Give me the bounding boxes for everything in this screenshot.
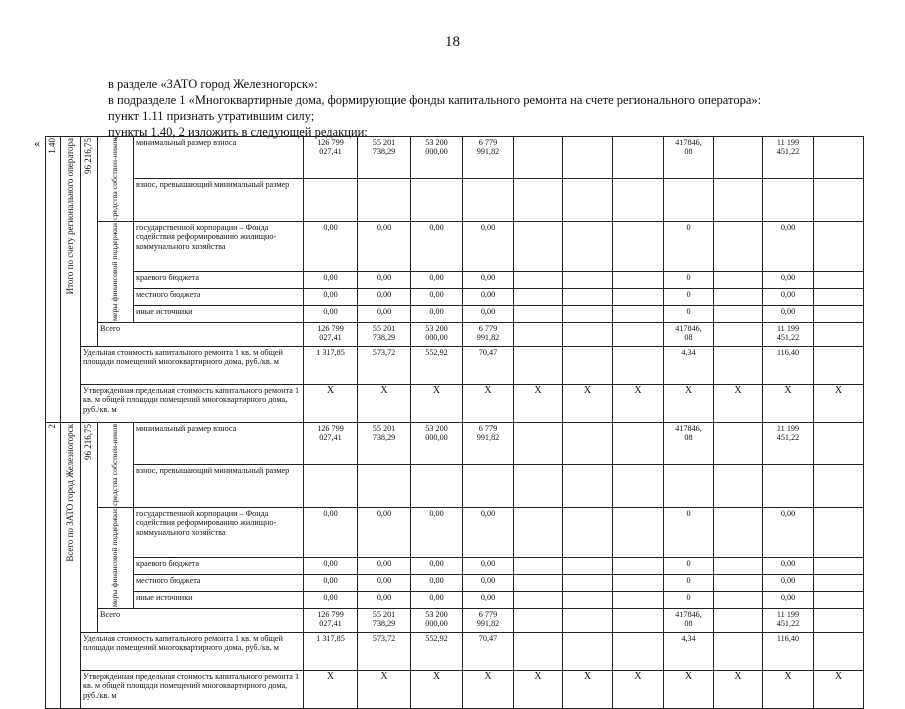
value-cell (613, 557, 664, 574)
value-cell: 552,92 (411, 632, 463, 670)
value-cell: 55 201 738,29 (358, 137, 411, 179)
table-row (46, 464, 864, 507)
value-cell (563, 288, 613, 305)
value-cell (514, 507, 563, 557)
value-cell (613, 464, 664, 507)
table-row (46, 288, 864, 305)
value-cell (814, 346, 864, 384)
value-cell: 0,00 (411, 271, 463, 288)
intro-line-1: в разделе «ЗАТО город Железногорск»: (108, 77, 318, 91)
value-cell (814, 557, 864, 574)
value-cell (714, 322, 763, 346)
financial-support-label: меры финансовой поддержки (110, 508, 120, 607)
value-cell (563, 422, 613, 464)
row-label-limit_cost: Утвержденная предельная стоимость капитального ремонта 1 кв. м общей площади помещений многоквартирного дома, руб./кв. м (81, 384, 304, 422)
value-cell (714, 507, 763, 557)
value-cell: X (304, 670, 358, 708)
value-cell: 53 200 000,00 (411, 608, 463, 632)
financial-support-cell (98, 221, 134, 322)
value-cell: 70,47 (463, 632, 514, 670)
value-cell (814, 464, 864, 507)
row-label-local: местного бюджета (134, 288, 304, 305)
value-cell (514, 137, 563, 179)
value-cell: 6 779 991,82 (463, 608, 514, 632)
value-cell: 11 199 451,22 (763, 322, 814, 346)
value-cell: 0,00 (358, 288, 411, 305)
value-cell: 11 199 451,22 (763, 608, 814, 632)
owners-funds-label: средства собствен-ников (110, 138, 120, 220)
value-cell: X (814, 384, 864, 422)
row-label-regional: краевого бюджета (134, 271, 304, 288)
value-cell: 53 200 000,00 (411, 422, 463, 464)
value-cell: X (514, 670, 563, 708)
table-row (46, 632, 864, 670)
total-area: 96 216,75 (83, 423, 94, 460)
table-row (46, 178, 864, 221)
value-cell (613, 305, 664, 322)
value-cell: 0,00 (304, 507, 358, 557)
value-cell (814, 178, 864, 221)
value-cell: X (763, 384, 814, 422)
value-cell: 4,34 (664, 346, 714, 384)
value-cell: 0,00 (463, 591, 514, 608)
value-cell: 0 (664, 574, 714, 591)
value-cell: 0,00 (358, 271, 411, 288)
value-cell (514, 464, 563, 507)
value-cell (358, 178, 411, 221)
value-cell: 0,00 (463, 507, 514, 557)
value-cell (514, 322, 563, 346)
value-cell (714, 591, 763, 608)
value-cell (563, 591, 613, 608)
value-cell (463, 178, 514, 221)
value-cell: 0,00 (304, 574, 358, 591)
value-cell (514, 422, 563, 464)
value-cell: 0,00 (304, 288, 358, 305)
value-cell: 0,00 (358, 305, 411, 322)
area-cell (81, 137, 98, 347)
value-cell (514, 305, 563, 322)
value-cell: X (563, 384, 613, 422)
value-cell: 55 201 738,29 (358, 608, 411, 632)
value-cell (714, 221, 763, 271)
address-cell (61, 137, 81, 423)
value-cell: 4,34 (664, 632, 714, 670)
value-cell: 0 (664, 591, 714, 608)
value-cell (814, 591, 864, 608)
value-cell (563, 557, 613, 574)
intro-line-2: в подразделе 1 «Многоквартирные дома, формирующие фонды капитального ремонта на счете регионального оператора»: (108, 93, 762, 107)
table-row (46, 608, 864, 632)
value-cell (714, 557, 763, 574)
value-cell (304, 464, 358, 507)
value-cell (664, 464, 714, 507)
value-cell (563, 137, 613, 179)
value-cell (814, 322, 864, 346)
value-cell (814, 507, 864, 557)
value-cell: X (763, 670, 814, 708)
value-cell: 0,00 (463, 574, 514, 591)
value-cell: 0,00 (763, 271, 814, 288)
value-cell: 126 799 027,41 (304, 608, 358, 632)
value-cell (814, 422, 864, 464)
value-cell (714, 422, 763, 464)
value-cell: 11 199 451,22 (763, 137, 814, 179)
capital-repair-table (45, 136, 864, 709)
value-cell: X (664, 384, 714, 422)
value-cell: 116,40 (763, 632, 814, 670)
row-label-total: Всего (98, 608, 304, 632)
value-cell (714, 346, 763, 384)
value-cell: X (411, 670, 463, 708)
value-cell (814, 271, 864, 288)
value-cell (714, 608, 763, 632)
value-cell (514, 288, 563, 305)
value-cell (613, 632, 664, 670)
table-row (46, 137, 864, 179)
value-cell: 0,00 (304, 305, 358, 322)
value-cell (613, 221, 664, 271)
value-cell (563, 632, 613, 670)
table-row (46, 346, 864, 384)
value-cell (763, 178, 814, 221)
value-cell: 0,00 (763, 221, 814, 271)
value-cell (411, 464, 463, 507)
value-cell (714, 632, 763, 670)
page-number: 18 (445, 34, 460, 50)
value-cell: X (411, 384, 463, 422)
value-cell (814, 608, 864, 632)
value-cell: 11 199 451,22 (763, 422, 814, 464)
value-cell (714, 178, 763, 221)
value-cell: 53 200 000,00 (411, 322, 463, 346)
table-row (46, 670, 864, 708)
value-cell: 0,00 (463, 305, 514, 322)
row-label-state_corp: государственной корпорации – Фонда содействия реформированию жилищно-коммунального хозяйства (134, 221, 304, 271)
table-row (46, 591, 864, 608)
value-cell (514, 574, 563, 591)
value-cell (563, 464, 613, 507)
total-area: 96 216,75 (83, 138, 94, 174)
row-label-min_contrib: минимальный размер взноса (134, 137, 304, 179)
value-cell: 0,00 (411, 557, 463, 574)
value-cell: 0,00 (411, 574, 463, 591)
table-row (46, 507, 864, 557)
value-cell: 0,00 (304, 271, 358, 288)
value-cell: 0,00 (358, 574, 411, 591)
value-cell (563, 346, 613, 384)
value-cell: 0 (664, 271, 714, 288)
value-cell (358, 464, 411, 507)
intro-text (108, 76, 761, 140)
value-cell (514, 591, 563, 608)
value-cell: X (304, 384, 358, 422)
value-cell: X (463, 670, 514, 708)
row-label-over_min: взнос, превышающий минимальный размер (134, 464, 304, 507)
value-cell (563, 271, 613, 288)
value-cell: 0 (664, 507, 714, 557)
value-cell (714, 137, 763, 179)
value-cell (411, 178, 463, 221)
value-cell (664, 178, 714, 221)
value-cell: 0 (664, 305, 714, 322)
value-cell (814, 288, 864, 305)
value-cell (714, 288, 763, 305)
row-number-cell (46, 422, 61, 708)
owners-funds-cell (98, 422, 134, 507)
row-label-min_contrib: минимальный размер взноса (134, 422, 304, 464)
value-cell: 0 (664, 221, 714, 271)
value-cell (714, 305, 763, 322)
value-cell: 0,00 (411, 288, 463, 305)
value-cell: 0,00 (763, 557, 814, 574)
value-cell: 0 (664, 288, 714, 305)
owners-funds-label: средства собствен-ников (110, 423, 120, 506)
value-cell: X (613, 384, 664, 422)
value-cell (514, 632, 563, 670)
value-cell (613, 346, 664, 384)
value-cell: 70,47 (463, 346, 514, 384)
value-cell: 0,00 (411, 221, 463, 271)
table-row (46, 221, 864, 271)
value-cell: 0,00 (463, 557, 514, 574)
value-cell: 126 799 027,41 (304, 322, 358, 346)
value-cell: 0,00 (463, 271, 514, 288)
intro-line-4: пункты 1.40, 2 изложить в следующей редакции: (108, 125, 368, 139)
owners-funds-cell (98, 137, 134, 222)
value-cell: 0,00 (411, 591, 463, 608)
value-cell: 1 317,85 (304, 346, 358, 384)
value-cell: 552,92 (411, 346, 463, 384)
value-cell (763, 464, 814, 507)
value-cell (714, 464, 763, 507)
value-cell (714, 574, 763, 591)
value-cell: 0,00 (763, 305, 814, 322)
value-cell (563, 322, 613, 346)
value-cell (613, 608, 664, 632)
value-cell (563, 221, 613, 271)
row-label-unit_cost: Удельная стоимость капитального ремонта 1 кв. м общей площади помещений многоквартирного дома, руб./кв. м (81, 346, 304, 384)
value-cell (613, 322, 664, 346)
table-row (46, 557, 864, 574)
table-row (46, 271, 864, 288)
row-label-other: иные источники (134, 591, 304, 608)
value-cell: X (714, 670, 763, 708)
row-label-local: местного бюджета (134, 574, 304, 591)
address-name: Итого по счету регионального оператора (64, 138, 75, 295)
value-cell: X (358, 384, 411, 422)
value-cell (514, 608, 563, 632)
value-cell (814, 632, 864, 670)
value-cell (563, 305, 613, 322)
table-row (46, 305, 864, 322)
value-cell: 55 201 738,29 (358, 322, 411, 346)
value-cell: X (814, 670, 864, 708)
value-cell: 417846, 08 (664, 422, 714, 464)
value-cell: 6 779 991,82 (463, 137, 514, 179)
value-cell (514, 346, 563, 384)
value-cell: 0,00 (304, 591, 358, 608)
value-cell: 126 799 027,41 (304, 422, 358, 464)
value-cell: 417846, 08 (664, 322, 714, 346)
value-cell (613, 574, 664, 591)
value-cell (514, 271, 563, 288)
value-cell (814, 305, 864, 322)
value-cell (613, 288, 664, 305)
opening-quote: « (34, 136, 40, 150)
value-cell: 0,00 (463, 221, 514, 271)
table-row (46, 422, 864, 464)
row-label-state_corp: государственной корпорации – Фонда содействия реформированию жилищно-коммунального хозяйства (134, 507, 304, 557)
value-cell (563, 507, 613, 557)
value-cell: 417846, 08 (664, 608, 714, 632)
row-label-unit_cost: Удельная стоимость капитального ремонта 1 кв. м общей площади помещений многоквартирного дома, руб./кв. м (81, 632, 304, 670)
table-body (46, 137, 864, 709)
value-cell (613, 137, 664, 179)
value-cell: X (714, 384, 763, 422)
value-cell: 0,00 (463, 288, 514, 305)
row-number: 2 (47, 423, 58, 429)
value-cell: 0,00 (763, 507, 814, 557)
value-cell: 0,00 (411, 305, 463, 322)
value-cell: X (563, 670, 613, 708)
value-cell (814, 574, 864, 591)
value-cell (304, 178, 358, 221)
intro-line-3: пункт 1.11 признать утратившим силу; (108, 109, 315, 123)
row-label-over_min: взнос, превышающий минимальный размер (134, 178, 304, 221)
value-cell: 0,00 (358, 507, 411, 557)
value-cell: 0,00 (358, 221, 411, 271)
value-cell: 0,00 (763, 288, 814, 305)
value-cell: 573,72 (358, 346, 411, 384)
value-cell: 0,00 (763, 574, 814, 591)
value-cell (613, 591, 664, 608)
value-cell (814, 221, 864, 271)
value-cell (514, 221, 563, 271)
value-cell (563, 608, 613, 632)
value-cell (514, 178, 563, 221)
table-row (46, 322, 864, 346)
table-row (46, 384, 864, 422)
value-cell: 0,00 (358, 591, 411, 608)
value-cell: 126 799 027,41 (304, 137, 358, 179)
address-cell (61, 422, 81, 708)
value-cell: 6 779 991,82 (463, 422, 514, 464)
value-cell (613, 507, 664, 557)
value-cell (714, 271, 763, 288)
value-cell: 116,40 (763, 346, 814, 384)
value-cell: 1 317,85 (304, 632, 358, 670)
value-cell: 0,00 (304, 557, 358, 574)
value-cell (514, 557, 563, 574)
row-label-limit_cost: Утвержденная предельная стоимость капитального ремонта 1 кв. м общей площади помещений многоквартирного дома, руб./кв. м (81, 670, 304, 708)
financial-support-cell (98, 507, 134, 608)
row-number-cell (46, 137, 61, 423)
value-cell: 0,00 (763, 591, 814, 608)
table-row (46, 574, 864, 591)
value-cell (814, 137, 864, 179)
row-number: 1.40 (47, 138, 58, 154)
value-cell: X (514, 384, 563, 422)
value-cell (563, 178, 613, 221)
value-cell: 0,00 (358, 557, 411, 574)
value-cell (563, 574, 613, 591)
value-cell: 6 779 991,82 (463, 322, 514, 346)
value-cell: 0 (664, 557, 714, 574)
row-label-other: иные источники (134, 305, 304, 322)
value-cell (613, 422, 664, 464)
value-cell: 53 200 000,00 (411, 137, 463, 179)
row-label-total: Всего (98, 322, 304, 346)
value-cell: 55 201 738,29 (358, 422, 411, 464)
row-label-regional: краевого бюджета (134, 557, 304, 574)
financial-support-label: меры финансовой поддержки (110, 222, 120, 321)
value-cell: X (613, 670, 664, 708)
value-cell: 417846, 08 (664, 137, 714, 179)
value-cell: 0,00 (304, 221, 358, 271)
value-cell (613, 178, 664, 221)
value-cell: X (463, 384, 514, 422)
value-cell: X (358, 670, 411, 708)
value-cell: 573,72 (358, 632, 411, 670)
value-cell (463, 464, 514, 507)
value-cell: X (664, 670, 714, 708)
address-name: Всего по ЗАТО город Железногорск (64, 423, 75, 562)
value-cell (613, 271, 664, 288)
value-cell: 0,00 (411, 507, 463, 557)
area-cell (81, 422, 98, 632)
